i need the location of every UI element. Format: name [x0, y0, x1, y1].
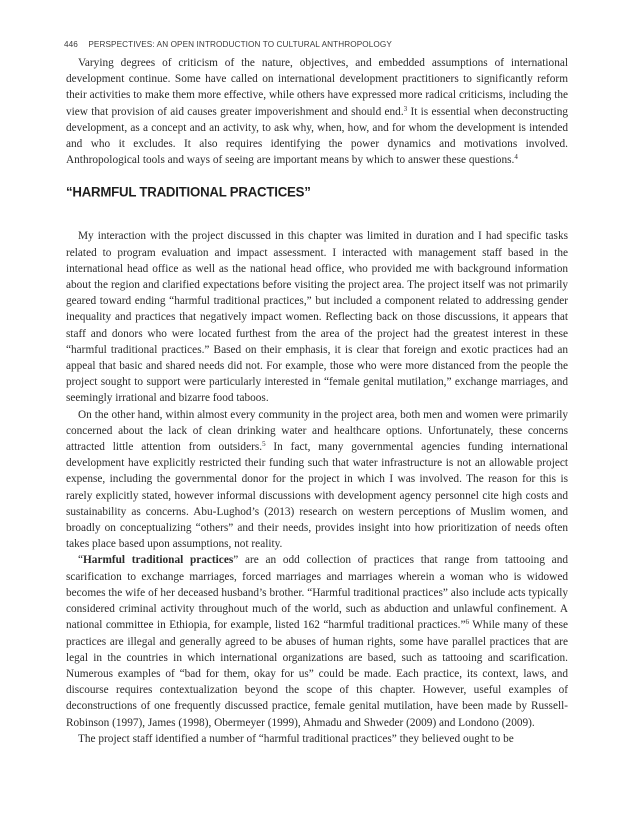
intro-text-part-2: It is essential when deconstructing development, as a concept and an activity, to ask why, when, how, and for whom the development is intended and who it excludes. It also requires identifying the power dynamics and motivations involved. Anthropological tools and ways of seeing are important means by which to answer these questions.: [66, 105, 568, 167]
intro-paragraph: [66, 55, 568, 168]
document-page: [66, 40, 568, 747]
footnote-ref-4: 4: [514, 153, 518, 162]
paragraph-1: My interaction with the project discussed in this chapter was limited in duration and I had specific tasks related to program evaluation and impact assessment. I interacted with management staff based in the international head office as well as the national head office, who provided me with background information about the region and clarified expectations before visiting the project area. The project itself was not primarily geared toward ending “harmful traditional practices,” but included a component related to addressing gender inequality and practices that negatively impact women. Reflecting back on those discussions, it appears that staff and donors who were located furthest from the area of the project had the greatest interest in these “harmful traditional practices.” Based on their emphasis, it is clear that foreign and exotic practices had an appeal that basic and shared needs did not. For example, those who were more distanced from the people the project sought to support were particularly interested in “female genital mutilation,” exchange marriages, and seemingly irrational and bizarre food taboos.: [66, 230, 568, 405]
section-heading: [66, 184, 568, 200]
paragraph-2-part-2: In fact, many governmental agencies funding international development have explicitly restricted their funding such that water infrastructure is not an allowable project expense, including the governmental donor for the project in which I was involved. The reason for this is rarely explicitly stated, however informal discussions with development agency personnel cite high costs and sustainability as concerns. Abu-Lughod’s (2013) research on western perceptions of Muslim women, and broadly on conceptualizing “others” and their needs, provides insight into how prioritization of needs often takes place based upon assumptions, not reality.: [66, 441, 568, 551]
open-quote: “: [78, 554, 84, 567]
paragraph-3: [66, 552, 568, 730]
paragraph-2-part-1: On the other hand, within almost every community in the project area, both men and women were primarily concerned about the lack of clean drinking water and healthcare options. Unfortunately, these concerns attracted little attention from outsiders.: [66, 408, 568, 454]
page-number: 446: [64, 40, 78, 49]
intro-text-part-1: Varying degrees of criticism of the nature, objectives, and embedded assumptions of international development continue. Some have called on international development practitioners to significantly reform their activities to make them more effective, while others have expressed more radical criticisms, including the view that provision of aid causes greater impoverishment and should end.: [66, 57, 568, 118]
bold-term: Harmful traditional practices: [83, 554, 234, 567]
section-heading-text: “HARMFUL TRADITIONAL PRACTICES”: [66, 184, 311, 201]
running-head-title: PERSPECTIVES: AN OPEN INTRODUCTION TO CULTURAL ANTHROPOLOGY: [88, 40, 392, 49]
footnote-ref-3: 3: [403, 104, 408, 113]
footnote-ref-6: 6: [465, 618, 469, 627]
body-text: [66, 55, 568, 747]
paragraph-4: The project staff identified a number of “harmful traditional practices” they believed ought to be: [78, 732, 514, 745]
paragraph-2: [66, 407, 568, 553]
paragraph-3-part-2: While many of these practices are illegal and generally agreed to be abuses of human rights, some have parallel practices that are legal in the countries in which international organizations are based, such as tattooing and scarification. Numerous examples of “bad for them, okay for us” could be made. Each practice, its context, laws, and discourse requires contextualization beyond the scope of this chapter. However, useful examples of deconstructions of one frequently discussed practice, female genital mutilation, have been made by Russell-Robinson (1997), James (1998), Obermeyer (1999), Ahmadu and Shweder (2009) and Londono (2009).: [66, 619, 568, 729]
paragraph-3-part-1: ” are an odd collection of practices that range from tattooing and scarification to exchange marriages, forced marriages and marriages wherein a woman who is widowed becomes the wife of her deceased husband’s brother. “Harmful traditional practices” also include acts typically considered criminal activity throughout much of the world, such as abduction and unlawful confinement. A national committee in Ethiopia, for example, listed 162 “harmful traditional practices.”: [66, 554, 568, 632]
footnote-ref-5: 5: [262, 440, 266, 449]
running-head: [64, 40, 568, 49]
